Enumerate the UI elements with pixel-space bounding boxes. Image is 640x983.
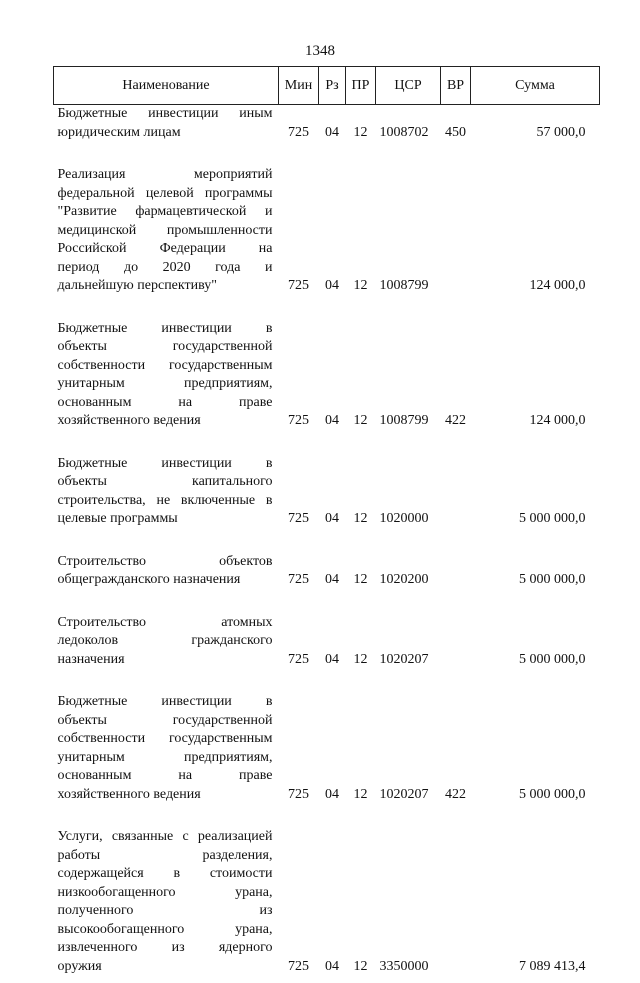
- row-vr: 450: [441, 105, 471, 150]
- row-min: 725: [279, 166, 319, 303]
- row-spacer: [54, 438, 600, 455]
- col-header-rz: Рз: [319, 67, 346, 105]
- row-vr: [441, 828, 471, 983]
- row-pr: 12: [346, 693, 376, 811]
- row-name-line: дальнейшую перспективу": [58, 277, 273, 296]
- row-name-line: извлеченного из ядерного: [58, 939, 273, 958]
- row-spacer: [54, 597, 600, 614]
- row-spacer-cell: [54, 536, 600, 553]
- budget-table: [53, 66, 600, 983]
- row-name-line: низкообогащенного урана,: [58, 884, 273, 903]
- row-csr: 1020207: [376, 693, 441, 811]
- row-name-line: высокообогащенного урана,: [58, 921, 273, 940]
- row-csr: 1008799: [376, 166, 441, 303]
- row-name-line: общегражданского назначения: [58, 571, 273, 590]
- row-name-line: период до 2020 года и: [58, 259, 273, 278]
- row-rz: 04: [319, 105, 346, 150]
- row-name-line: Бюджетные инвестиции в: [58, 455, 273, 474]
- row-name-line: оружия: [58, 958, 273, 977]
- row-name-line: строительства, не включенные в: [58, 492, 273, 511]
- row-min: 725: [279, 320, 319, 438]
- table-row: [54, 553, 600, 597]
- row-name: [54, 455, 279, 536]
- row-name-line: полученного из: [58, 902, 273, 921]
- row-pr: 12: [346, 166, 376, 303]
- row-name-line: "Развитие фармацевтической и: [58, 203, 273, 222]
- page-number: 1348: [0, 43, 640, 60]
- row-name-line: ледоколов гражданского: [58, 632, 273, 651]
- row-sum: 5 000 000,0: [471, 553, 600, 597]
- row-name-line: содержащейся в стоимости: [58, 865, 273, 884]
- row-name-line: Реализация мероприятий: [58, 166, 273, 185]
- row-min: 725: [279, 553, 319, 597]
- row-name-line: объекты государственной: [58, 338, 273, 357]
- row-spacer: [54, 811, 600, 828]
- row-name-line: медицинской промышленности: [58, 222, 273, 241]
- row-csr: 1020000: [376, 455, 441, 536]
- table-body: [54, 105, 600, 983]
- row-min: 725: [279, 105, 319, 150]
- row-csr: 1008702: [376, 105, 441, 150]
- row-name-line: хозяйственного ведения: [58, 412, 273, 431]
- row-name: [54, 105, 279, 150]
- row-sum: 5 000 000,0: [471, 693, 600, 811]
- row-spacer-cell: [54, 438, 600, 455]
- col-header-pr: ПР: [346, 67, 376, 105]
- row-sum: 124 000,0: [471, 320, 600, 438]
- row-rz: 04: [319, 828, 346, 983]
- row-name-line: Бюджетные инвестиции в: [58, 693, 273, 712]
- row-spacer: [54, 303, 600, 320]
- row-name-line: хозяйственного ведения: [58, 786, 273, 805]
- row-name-line: основанным на праве: [58, 394, 273, 413]
- table-row: [54, 105, 600, 150]
- row-csr: 1020207: [376, 614, 441, 677]
- row-name: [54, 320, 279, 438]
- row-spacer-cell: [54, 676, 600, 693]
- row-sum: 124 000,0: [471, 166, 600, 303]
- row-name: [54, 553, 279, 597]
- row-pr: 12: [346, 320, 376, 438]
- row-spacer-cell: [54, 303, 600, 320]
- row-name-line: объекты государственной: [58, 712, 273, 731]
- row-csr: 1020200: [376, 553, 441, 597]
- row-name-line: унитарным предприятиям,: [58, 749, 273, 768]
- row-vr: 422: [441, 320, 471, 438]
- table-row: [54, 166, 600, 303]
- row-name-line: назначения: [58, 651, 273, 670]
- row-name-line: собственности государственным: [58, 730, 273, 749]
- row-vr: [441, 455, 471, 536]
- row-min: 725: [279, 693, 319, 811]
- col-header-name: Наименование: [54, 67, 279, 105]
- table-row: [54, 320, 600, 438]
- table-header-row: [54, 67, 600, 105]
- row-sum: 5 000 000,0: [471, 614, 600, 677]
- row-name-line: основанным на праве: [58, 767, 273, 786]
- row-name-line: собственности государственным: [58, 357, 273, 376]
- row-rz: 04: [319, 455, 346, 536]
- row-csr: 1008799: [376, 320, 441, 438]
- row-vr: [441, 614, 471, 677]
- table-row: [54, 693, 600, 811]
- row-name-line: Строительство объектов: [58, 553, 273, 572]
- row-rz: 04: [319, 693, 346, 811]
- col-header-vr: ВР: [441, 67, 471, 105]
- col-header-sum: Сумма: [471, 67, 600, 105]
- table-row: [54, 614, 600, 677]
- row-name-line: Российской Федерации на: [58, 240, 273, 259]
- row-rz: 04: [319, 553, 346, 597]
- row-name-line: Услуги, связанные с реализацией: [58, 828, 273, 847]
- row-spacer: [54, 676, 600, 693]
- row-name-line: Бюджетные инвестиции иным: [58, 105, 273, 124]
- col-header-csr: ЦСР: [376, 67, 441, 105]
- row-pr: 12: [346, 828, 376, 983]
- row-pr: 12: [346, 455, 376, 536]
- row-sum: 7 089 413,4: [471, 828, 600, 983]
- row-name-line: объекты капитального: [58, 473, 273, 492]
- row-min: 725: [279, 455, 319, 536]
- row-min: 725: [279, 614, 319, 677]
- row-min: 725: [279, 828, 319, 983]
- row-spacer: [54, 149, 600, 166]
- table-row: [54, 455, 600, 536]
- row-rz: 04: [319, 320, 346, 438]
- row-vr: 422: [441, 693, 471, 811]
- row-rz: 04: [319, 166, 346, 303]
- row-spacer-cell: [54, 597, 600, 614]
- row-name: [54, 166, 279, 303]
- row-vr: [441, 553, 471, 597]
- row-vr: [441, 166, 471, 303]
- row-spacer: [54, 536, 600, 553]
- row-name-line: Бюджетные инвестиции в: [58, 320, 273, 339]
- row-rz: 04: [319, 614, 346, 677]
- row-csr: 3350000: [376, 828, 441, 983]
- row-name-line: Строительство атомных: [58, 614, 273, 633]
- row-name: [54, 828, 279, 983]
- row-name-line: целевые программы: [58, 510, 273, 529]
- row-name-line: унитарным предприятиям,: [58, 375, 273, 394]
- row-spacer-cell: [54, 149, 600, 166]
- row-name: [54, 614, 279, 677]
- row-sum: 57 000,0: [471, 105, 600, 150]
- row-pr: 12: [346, 553, 376, 597]
- row-spacer-cell: [54, 811, 600, 828]
- row-name-line: федеральной целевой программы: [58, 185, 273, 204]
- row-pr: 12: [346, 614, 376, 677]
- row-sum: 5 000 000,0: [471, 455, 600, 536]
- row-name-line: юридическим лицам: [58, 124, 273, 143]
- row-name-line: работы разделения,: [58, 847, 273, 866]
- row-name: [54, 693, 279, 811]
- col-header-min: Мин: [279, 67, 319, 105]
- table-row: [54, 828, 600, 983]
- row-pr: 12: [346, 105, 376, 150]
